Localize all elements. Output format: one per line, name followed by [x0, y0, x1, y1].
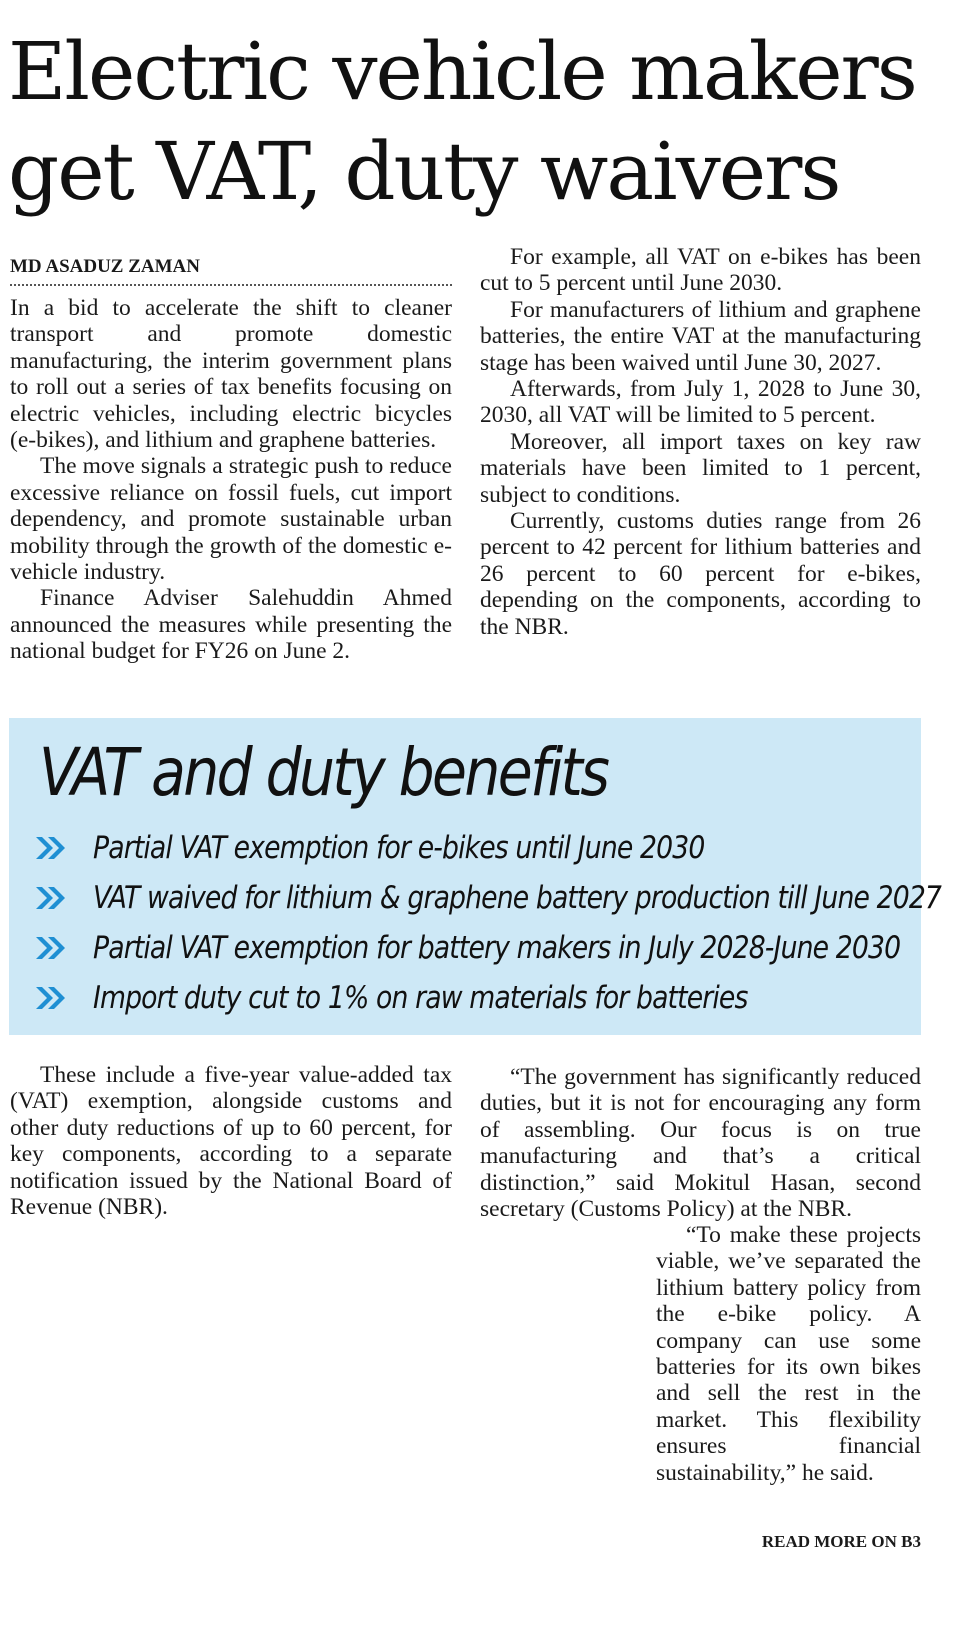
paragraph: For example, all VAT on e-bikes has been cut to 5 percent until June 2030. — [480, 244, 921, 297]
benefit-item — [33, 923, 977, 973]
benefit-item — [33, 873, 977, 923]
benefits-list — [33, 823, 977, 1023]
article-column-1 — [10, 295, 452, 665]
benefits-box — [9, 718, 942, 1035]
benefit-text: VAT waived for lithium & graphene battery production till June 2027 — [93, 880, 942, 916]
paragraph: Finance Adviser Salehuddin Ahmed announced the measures while presenting the national budget for FY26 on June 2. — [10, 585, 452, 665]
paragraph: Moreover, all import taxes on key raw materials have been limited to 1 percent, subject to conditions. — [480, 428, 921, 508]
benefit-text: Import duty cut to 1% on raw materials for batteries — [93, 980, 748, 1016]
article-column-4-continued — [656, 1222, 921, 1486]
headline-line-2: get VAT, duty waivers — [8, 125, 840, 218]
benefit-text: Partial VAT exemption for battery makers in July 2028-June 2030 — [93, 930, 901, 966]
article-column-3 — [10, 1062, 452, 1220]
double-chevron-right-icon — [33, 833, 69, 863]
benefit-item — [33, 973, 977, 1023]
paragraph: Afterwards, from July 1, 2028 to June 30, 2030, all VAT will be limited to 5 percent. — [480, 376, 921, 429]
paragraph: “To make these projects viable, we’ve separated the lithium battery policy from the e-bike policy. A company can use some batteries for its own bikes and sell the rest in the market. This flexibility ensures financial sustainability,” he said. — [656, 1222, 921, 1486]
headline — [8, 22, 968, 222]
article-column-4 — [480, 1064, 921, 1222]
paragraph: Currently, customs duties range from 26 percent to 42 percent for lithium batteries and 26 percent to 60 percent for e-bikes, depending on the components, according to the NBR. — [480, 508, 921, 640]
double-chevron-right-icon — [33, 933, 69, 963]
paragraph: In a bid to accelerate the shift to cleaner transport and promote domestic manufacturing, the interim government plans to roll out a series of tax benefits focusing on electric vehicles, including electric bicycles (e-bikes), and lithium and graphene batteries. — [10, 295, 452, 454]
paragraph: “The government has significantly reduced duties, but it is not for encouraging any form of assembling. Our focus is on true manufacturing and that’s a critical distinction,” said Mokitul Hasan, second secretary (Customs Policy) at the NBR. — [480, 1064, 921, 1223]
headline-line-1: Electric vehicle makers — [8, 25, 916, 118]
byline: MD ASADUZ ZAMAN — [10, 256, 452, 286]
article-column-2 — [480, 244, 921, 640]
benefits-box-title: VAT and duty benefits — [39, 734, 608, 811]
paragraph: The move signals a strategic push to reduce excessive reliance on fossil fuels, cut import dependency, and promote sustainable urban mobility through the growth of the domestic e-vehicle industry. — [10, 453, 452, 586]
double-chevron-right-icon — [33, 883, 69, 913]
benefit-item — [33, 823, 977, 873]
read-more-link[interactable]: READ MORE ON B3 — [761, 1532, 921, 1551]
paragraph: For manufacturers of lithium and graphene batteries, the entire VAT at the manufacturing stage has been waived until June 30, 2027. — [480, 296, 921, 376]
paragraph: These include a five-year value-added tax (VAT) exemption, alongside customs and other duty reductions of up to 60 percent, for key components, according to a separate notification issued by the National Board of Revenue (NBR). — [10, 1062, 452, 1221]
double-chevron-right-icon — [33, 983, 69, 1013]
benefit-text: Partial VAT exemption for e-bikes until June 2030 — [93, 830, 705, 866]
